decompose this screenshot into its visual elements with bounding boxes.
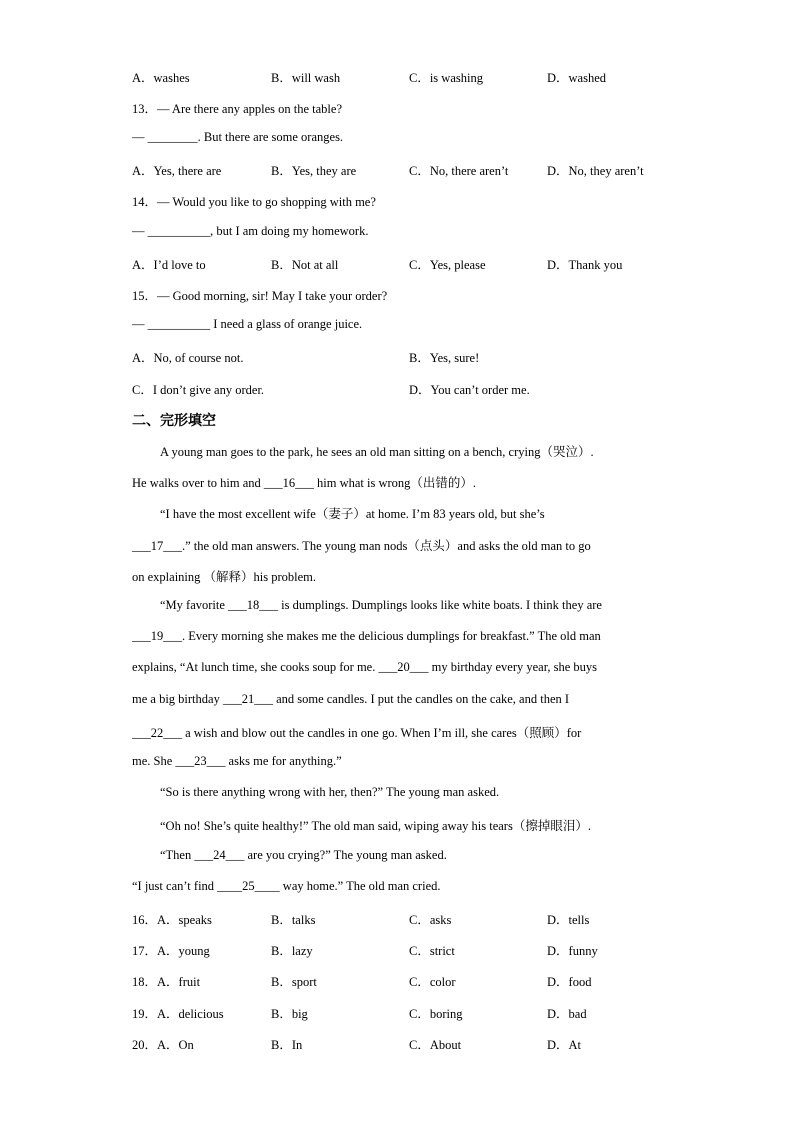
q14-question: 14．— Would you like to go shopping with me? bbox=[132, 195, 376, 209]
q15-option-b: B．Yes, sure! bbox=[409, 351, 480, 365]
q17-option-b: B．lazy bbox=[271, 944, 313, 958]
q13-option-d: D．No, they aren’t bbox=[547, 164, 644, 178]
q17-option-d: D．funny bbox=[547, 944, 598, 958]
passage-line: me. She ___23___ asks me for anything.” bbox=[132, 754, 342, 768]
q19-option-d: D．bad bbox=[547, 1007, 587, 1021]
passage-line: “My favorite ___18___ is dumplings. Dumplings looks like white boats. I think they are bbox=[160, 598, 602, 612]
q12-option-a: A．washes bbox=[132, 71, 190, 85]
q14-answer-line: — __________, but I am doing my homework. bbox=[132, 224, 369, 238]
q15-option-d: D．You can’t order me. bbox=[409, 383, 530, 397]
q16-option-b: B．talks bbox=[271, 913, 316, 927]
q15-option-a: A．No, of course not. bbox=[132, 351, 244, 365]
q20-option-d: D．At bbox=[547, 1038, 582, 1052]
q20-option-c: C．About bbox=[409, 1038, 462, 1052]
passage-line: “I have the most excellent wife（妻子）at home. I’m 83 years old, but she’s bbox=[160, 507, 545, 521]
q19-option-a: 19．A．delicious bbox=[132, 1007, 224, 1021]
passage-line: ___17___.” the old man answers. The young man nods（点头）and asks the old man to go bbox=[132, 539, 591, 553]
q15-answer-line: — __________ I need a glass of orange juice. bbox=[132, 317, 363, 331]
q13-answer-line: — ________. But there are some oranges. bbox=[132, 130, 344, 144]
q13-option-a: A．Yes, there are bbox=[132, 164, 222, 178]
passage-line: on explaining （解释）his problem. bbox=[132, 570, 317, 584]
q13-question: 13．— Are there any apples on the table? bbox=[132, 102, 342, 116]
q17-option-a: 17．A．young bbox=[132, 944, 210, 958]
q13-option-c: C．No, there aren’t bbox=[409, 164, 509, 178]
q14-option-a: A．I’d love to bbox=[132, 258, 206, 272]
q13-option-b: B．Yes, they are bbox=[271, 164, 357, 178]
passage-line: A young man goes to the park, he sees an old man sitting on a bench, crying（哭泣）. bbox=[160, 445, 594, 459]
passage-line: ___22___ a wish and blow out the candles in one go. When I’m ill, she cares（照顾）for bbox=[132, 726, 582, 740]
q18-option-b: B．sport bbox=[271, 975, 317, 989]
q12-option-b: B．will wash bbox=[271, 71, 341, 85]
passage-line: “Then ___24___ are you crying?” The young man asked. bbox=[160, 848, 447, 862]
q18-option-d: D．food bbox=[547, 975, 592, 989]
passage-line: me a big birthday ___21___ and some candles. I put the candles on the cake, and then I bbox=[132, 692, 570, 706]
q16-option-a: 16．A．speaks bbox=[132, 913, 212, 927]
passage-line: “I just can’t find ____25____ way home.” The old man cried. bbox=[132, 879, 441, 893]
q17-option-c: C．strict bbox=[409, 944, 455, 958]
q12-option-c: C．is washing bbox=[409, 71, 483, 85]
passage-line: ___19___. Every morning she makes me the delicious dumplings for breakfast.” The old man bbox=[132, 629, 601, 643]
q18-option-a: 18．A．fruit bbox=[132, 975, 201, 989]
q14-option-b: B．Not at all bbox=[271, 258, 339, 272]
passage-line: “Oh no! She’s quite healthy!” The old man said, wiping away his tears（擦掉眼泪）. bbox=[160, 819, 591, 833]
q12-option-d: D．washed bbox=[547, 71, 607, 85]
q16-option-d: D．tells bbox=[547, 913, 590, 927]
passage-line: He walks over to him and ___16___ him what is wrong（出错的）. bbox=[132, 476, 477, 490]
q19-option-c: C．boring bbox=[409, 1007, 463, 1021]
q14-option-d: D．Thank you bbox=[547, 258, 623, 272]
q20-option-b: B．In bbox=[271, 1038, 303, 1052]
section-heading-cloze: 二、完形填空 bbox=[132, 413, 216, 429]
q16-option-c: C．asks bbox=[409, 913, 452, 927]
q15-question: 15．— Good morning, sir! May I take your order? bbox=[132, 289, 388, 303]
q19-option-b: B．big bbox=[271, 1007, 308, 1021]
q14-option-c: C．Yes, please bbox=[409, 258, 486, 272]
q20-option-a: 20．A．On bbox=[132, 1038, 194, 1052]
passage-line: explains, “At lunch time, she cooks soup for me. ___20___ my birthday every year, she buys bbox=[132, 660, 598, 674]
q15-option-c: C．I don’t give any order. bbox=[132, 383, 265, 397]
q18-option-c: C．color bbox=[409, 975, 456, 989]
passage-line: “So is there anything wrong with her, then?” The young man asked. bbox=[160, 785, 500, 799]
